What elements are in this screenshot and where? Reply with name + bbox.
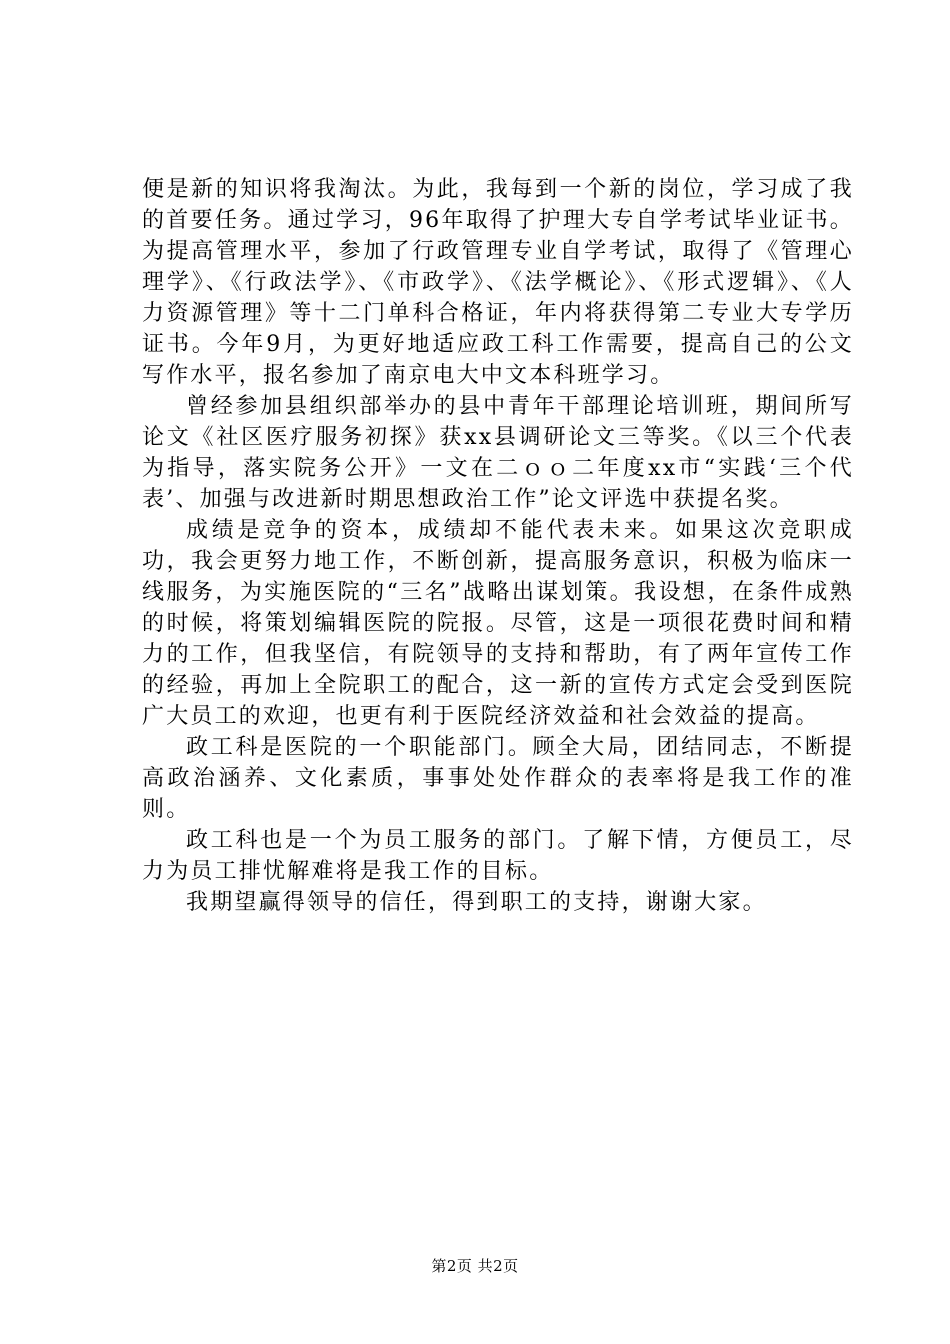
paragraph-work-goal: 政工科也是一个为员工服务的部门。了解下情，方便员工，尽力为员工排忧解难将是我工作的目标。 bbox=[142, 828, 854, 884]
paragraph-closing: 我期望赢得领导的信任，得到职工的支持，谢谢大家。 bbox=[186, 890, 767, 915]
page-number-footer: 第2页 共2页 bbox=[431, 1257, 519, 1275]
document-body bbox=[142, 174, 854, 918]
paragraph-work-principle: 政工科是医院的一个职能部门。顾全大局，团结同志，不断提高政治涵养、文化素质，事事处处作群众的表率将是我工作的准则。 bbox=[142, 735, 854, 822]
paragraph-thesis-award: 曾经参加县组织部举办的县中青年干部理论培训班，期间所写论文《社区医疗服务初探》获xx县调研论文三等奖。《以三个代表为指导，落实院务公开》一文在二ｏｏ二年度xx市“实践‘三个代表’、加强与改进新时期思想政治工作”论文评选中获提名奖。 bbox=[142, 394, 854, 512]
paragraph-future-plan: 成绩是竞争的资本，成绩却不能代表未来。如果这次竞职成功，我会更努力地工作，不断创新，提高服务意识，积极为临床一线服务，为实施医院的“三名”战略出谋划策。我设想，在条件成熟的时候，将策划编辑医院的院报。尽管，这是一项很花费时间和精力的工作，但我坚信，有院领导的支持和帮助，有了两年宣传工作的经验，再加上全院职工的配合，这一新的宣传方式定会受到医院广大员工的欢迎，也更有利于医院经济效益和社会效益的提高。 bbox=[142, 518, 854, 729]
paragraph-continued: 便是新的知识将我淘汰。为此，我每到一个新的岗位，学习成了我的首要任务。通过学习，96年取得了护理大专自学考试毕业证书。为提高管理水平，参加了行政管理专业自学考试，取得了《管理心理学》、《行政法学》、《市政学》、《法学概论》、《形式逻辑》、《人力资源管理》等十二门单科合格证，年内将获得第二专业大专学历证书。今年9月，为更好地适应政工科工作需要，提高自己的公文写作水平，报名参加了南京电大中文本科班学习。 bbox=[142, 177, 854, 388]
